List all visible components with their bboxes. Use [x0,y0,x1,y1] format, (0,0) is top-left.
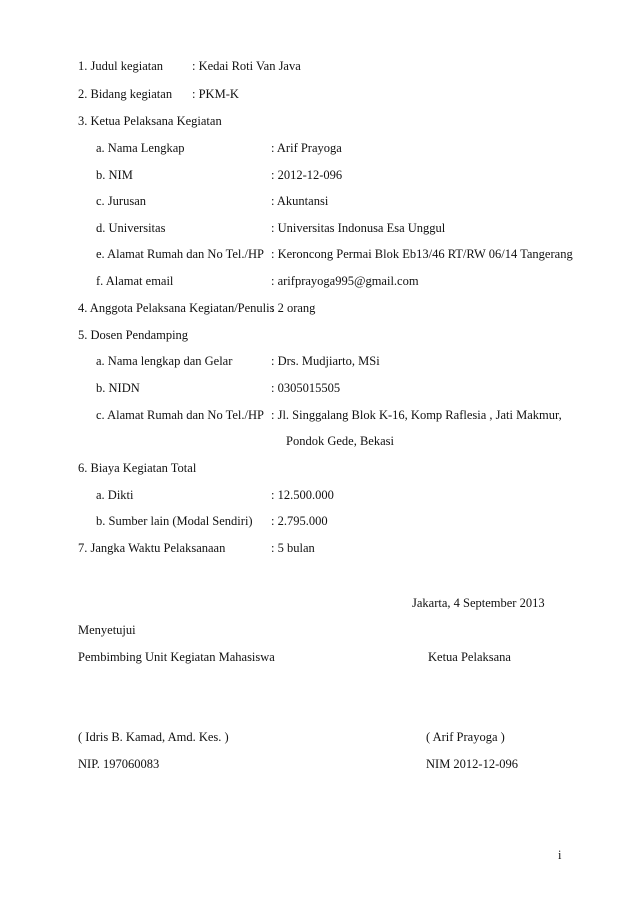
ketua-universitas-value: : Universitas Indonusa Esa Unggul [271,221,446,235]
ketua-nim-label: b. NIM [96,168,133,182]
dosen-alamat-value-continued: Pondok Gede, Bekasi [286,434,394,448]
pembimbing-title: Pembimbing Unit Kegiatan Mahasiswa [78,650,275,664]
ketua-email-value: : arifprayoga995@gmail.com [271,274,419,288]
biaya-heading: 6. Biaya Kegiatan Total [78,461,197,475]
ketua-pelaksana-heading: 3. Ketua Pelaksana Kegiatan [78,114,222,128]
bidang-kegiatan-value: : PKM-K [192,87,239,101]
ketua-universitas-label: d. Universitas [96,221,166,235]
approval-text: Menyetujui [78,623,136,637]
place-date: Jakarta, 4 September 2013 [412,596,545,610]
anggota-label: 4. Anggota Pelaksana Kegiatan/Penulis [78,301,275,315]
ketua-nama-value: : Arif Prayoga [271,141,342,155]
ketua-email-label: f. Alamat email [96,274,174,288]
ketua-nama-label: a. Nama Lengkap [96,141,185,155]
jangka-waktu-value: : 5 bulan [271,541,315,555]
biaya-sumber-lain-label: b. Sumber lain (Modal Sendiri) [96,514,253,528]
page-number: i [558,848,562,862]
dosen-nama-value: : Drs. Mudjiarto, MSi [271,354,380,368]
ketua-alamat-label: e. Alamat Rumah dan No Tel./HP [96,247,264,261]
biaya-sumber-lain-value: : 2.795.000 [271,514,328,528]
ketua-nim: NIM 2012-12-096 [426,757,519,771]
bidang-kegiatan-label: 2. Bidang kegiatan [78,87,173,101]
dosen-nidn-value: : 0305015505 [271,381,341,395]
dosen-alamat-label: c. Alamat Rumah dan No Tel./HP [96,408,264,422]
ketua-jurusan-label: c. Jurusan [96,194,146,208]
judul-kegiatan-label: 1. Judul kegiatan [78,59,164,73]
biaya-dikti-label: a. Dikti [96,488,134,502]
dosen-alamat-value: : Jl. Singgalang Blok K-16, Komp Raflesia , Jati Makmur, [271,408,562,422]
pembimbing-nip: NIP. 197060083 [78,757,160,771]
judul-kegiatan-value: : Kedai Roti Van Java [192,59,301,73]
anggota-value: : 2 orang [271,301,316,315]
jangka-waktu-label: 7. Jangka Waktu Pelaksanaan [78,541,226,555]
dosen-nama-label: a. Nama lengkap dan Gelar [96,354,233,368]
ketua-jurusan-value: : Akuntansi [271,194,329,208]
pembimbing-name: ( Idris B. Kamad, Amd. Kes. ) [78,730,229,744]
ketua-title: Ketua Pelaksana [428,650,511,664]
dosen-pendamping-heading: 5. Dosen Pendamping [78,328,189,342]
ketua-name: ( Arif Prayoga ) [426,730,505,744]
ketua-nim-value: : 2012-12-096 [271,168,343,182]
ketua-alamat-value: : Keroncong Permai Blok Eb13/46 RT/RW 06/14 Tangerang [271,247,573,261]
dosen-nidn-label: b. NIDN [96,381,140,395]
biaya-dikti-value: : 12.500.000 [271,488,334,502]
